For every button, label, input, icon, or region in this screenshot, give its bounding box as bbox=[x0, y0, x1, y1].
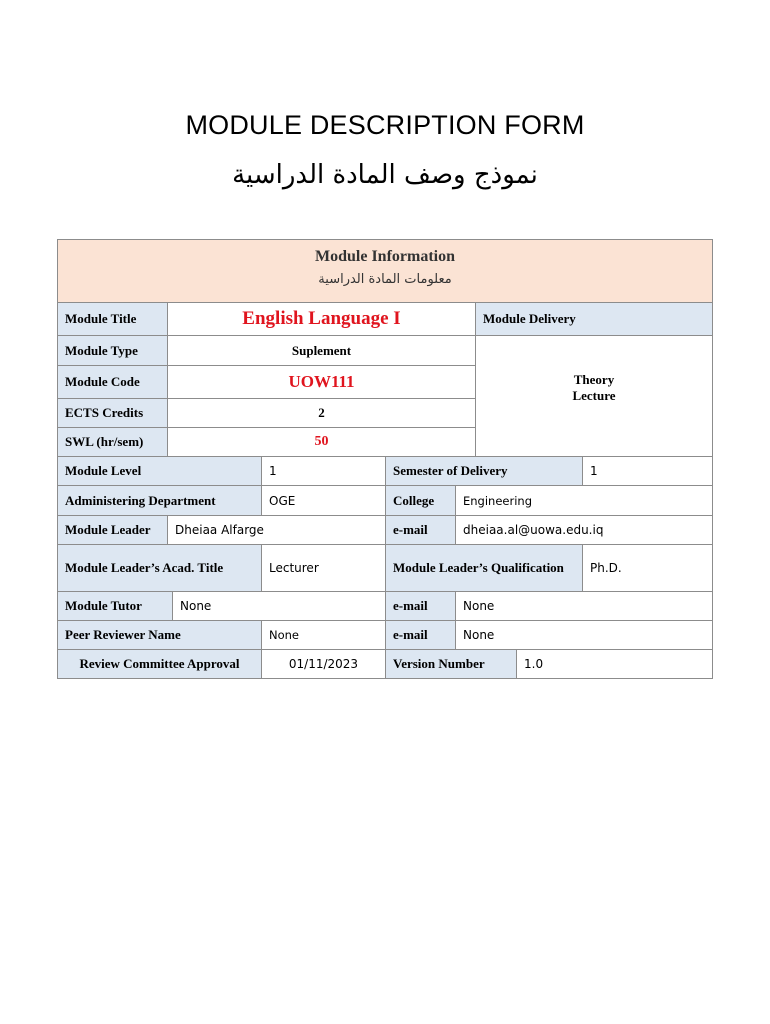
peer-email-label: e-mail bbox=[385, 620, 456, 650]
form-title-arabic: نموذج وصف المادة الدراسية bbox=[232, 160, 538, 190]
module-delivery-value bbox=[475, 335, 713, 457]
module-code-text: UOW111 bbox=[288, 372, 355, 391]
leader-acad-title-label: Module Leader’s Acad. Title bbox=[57, 544, 262, 592]
tutor-email-value: None bbox=[455, 591, 713, 621]
module-type-label: Module Type bbox=[57, 335, 168, 366]
delivery-lecture: Lecture bbox=[572, 388, 616, 403]
version-number-label: Version Number bbox=[385, 649, 517, 679]
module-type-value: Suplement bbox=[167, 335, 476, 366]
review-approval-label: Review Committee Approval bbox=[57, 649, 262, 679]
module-leader-value: Dheiaa Alfarge bbox=[167, 515, 386, 545]
swl-value bbox=[167, 427, 476, 457]
leader-email-label: e-mail bbox=[385, 515, 456, 545]
admin-dept-value: OGE bbox=[261, 485, 386, 516]
semester-value: 1 bbox=[582, 456, 713, 486]
semester-label: Semester of Delivery bbox=[385, 456, 583, 486]
peer-reviewer-value: None bbox=[261, 620, 386, 650]
leader-qualification-value: Ph.D. bbox=[582, 544, 713, 592]
delivery-theory: Theory bbox=[573, 372, 615, 387]
module-code-label: Module Code bbox=[57, 365, 168, 399]
module-level-label: Module Level bbox=[57, 456, 262, 486]
module-code-value bbox=[167, 365, 476, 399]
leader-acad-title-value: Lecturer bbox=[261, 544, 386, 592]
module-tutor-label: Module Tutor bbox=[57, 591, 173, 621]
form-title: MODULE DESCRIPTION FORM bbox=[185, 110, 585, 140]
section-title-arabic: معلومات المادة الدراسية bbox=[318, 272, 452, 287]
ects-credits-value: 2 bbox=[167, 398, 476, 428]
module-delivery-label: Module Delivery bbox=[475, 302, 713, 336]
peer-reviewer-label: Peer Reviewer Name bbox=[57, 620, 262, 650]
module-title-label: Module Title bbox=[57, 302, 168, 336]
ects-credits-label: ECTS Credits bbox=[57, 398, 168, 428]
module-leader-label: Module Leader bbox=[57, 515, 168, 545]
section-title: Module Information bbox=[315, 248, 455, 265]
leader-qualification-label: Module Leader’s Qualification bbox=[385, 544, 583, 592]
tutor-email-label: e-mail bbox=[385, 591, 456, 621]
swl-text: 50 bbox=[314, 434, 329, 449]
module-level-value: 1 bbox=[261, 456, 386, 486]
version-number-value: 1.0 bbox=[516, 649, 713, 679]
module-title-value bbox=[167, 302, 476, 336]
review-approval-value: 01/11/2023 bbox=[261, 649, 386, 679]
module-title-text: English Language I bbox=[242, 308, 401, 329]
college-label: College bbox=[385, 485, 456, 516]
module-information-header bbox=[57, 239, 713, 303]
swl-label: SWL (hr/sem) bbox=[57, 427, 168, 457]
college-value: Engineering bbox=[455, 485, 713, 516]
leader-email-value[interactable]: dheiaa.al@uowa.edu.iq bbox=[455, 515, 713, 545]
peer-email-value: None bbox=[455, 620, 713, 650]
admin-dept-label: Administering Department bbox=[57, 485, 262, 516]
module-tutor-value: None bbox=[172, 591, 386, 621]
